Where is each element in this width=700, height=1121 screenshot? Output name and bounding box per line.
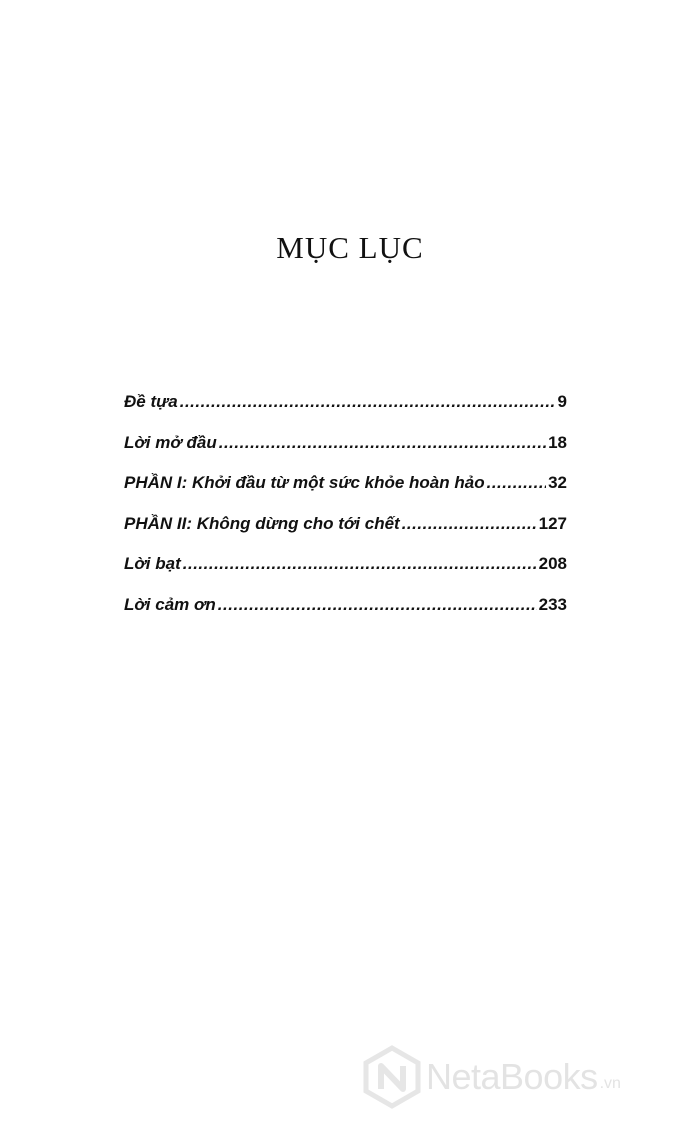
netabooks-logo-icon — [362, 1045, 422, 1109]
toc-entry-title: PHẦN I: Khởi đầu từ một sức khỏe hoàn hảo — [124, 473, 485, 492]
watermark — [362, 1045, 621, 1109]
toc-entry-title: PHẦN II: Không dừng cho tới chết — [124, 513, 400, 533]
toc-entry[interactable] — [124, 433, 567, 474]
dot-leader — [487, 473, 546, 493]
toc-entry[interactable] — [124, 595, 567, 636]
table-of-contents — [124, 392, 567, 635]
dot-leader — [218, 595, 537, 615]
toc-entry[interactable] — [124, 514, 567, 555]
page-title: MỤC LỤC — [276, 230, 424, 265]
toc-entry-page: 233 — [538, 594, 567, 614]
toc-entry-title: Lời cảm ơn — [124, 594, 216, 614]
toc-entry-page: 32 — [548, 473, 567, 492]
dot-leader — [183, 554, 537, 574]
dot-leader — [180, 392, 556, 412]
toc-entry[interactable] — [124, 554, 567, 595]
toc-entry-title: Lời bạt — [124, 554, 181, 573]
toc-entry-page: 9 — [557, 392, 567, 411]
toc-entry[interactable] — [124, 392, 567, 433]
dot-leader — [402, 514, 537, 534]
toc-entry-page: 127 — [538, 513, 567, 533]
toc-entry-title: Đề tựa — [124, 392, 178, 411]
toc-entry[interactable] — [124, 473, 567, 514]
toc-entry-page: 18 — [548, 432, 567, 452]
toc-entry-page: 208 — [538, 554, 567, 573]
watermark-brand: NetaBooks — [426, 1056, 598, 1097]
dot-leader — [219, 433, 546, 453]
toc-entry-title: Lời mở đầu — [124, 432, 217, 452]
watermark-suffix: .vn — [599, 1075, 621, 1092]
